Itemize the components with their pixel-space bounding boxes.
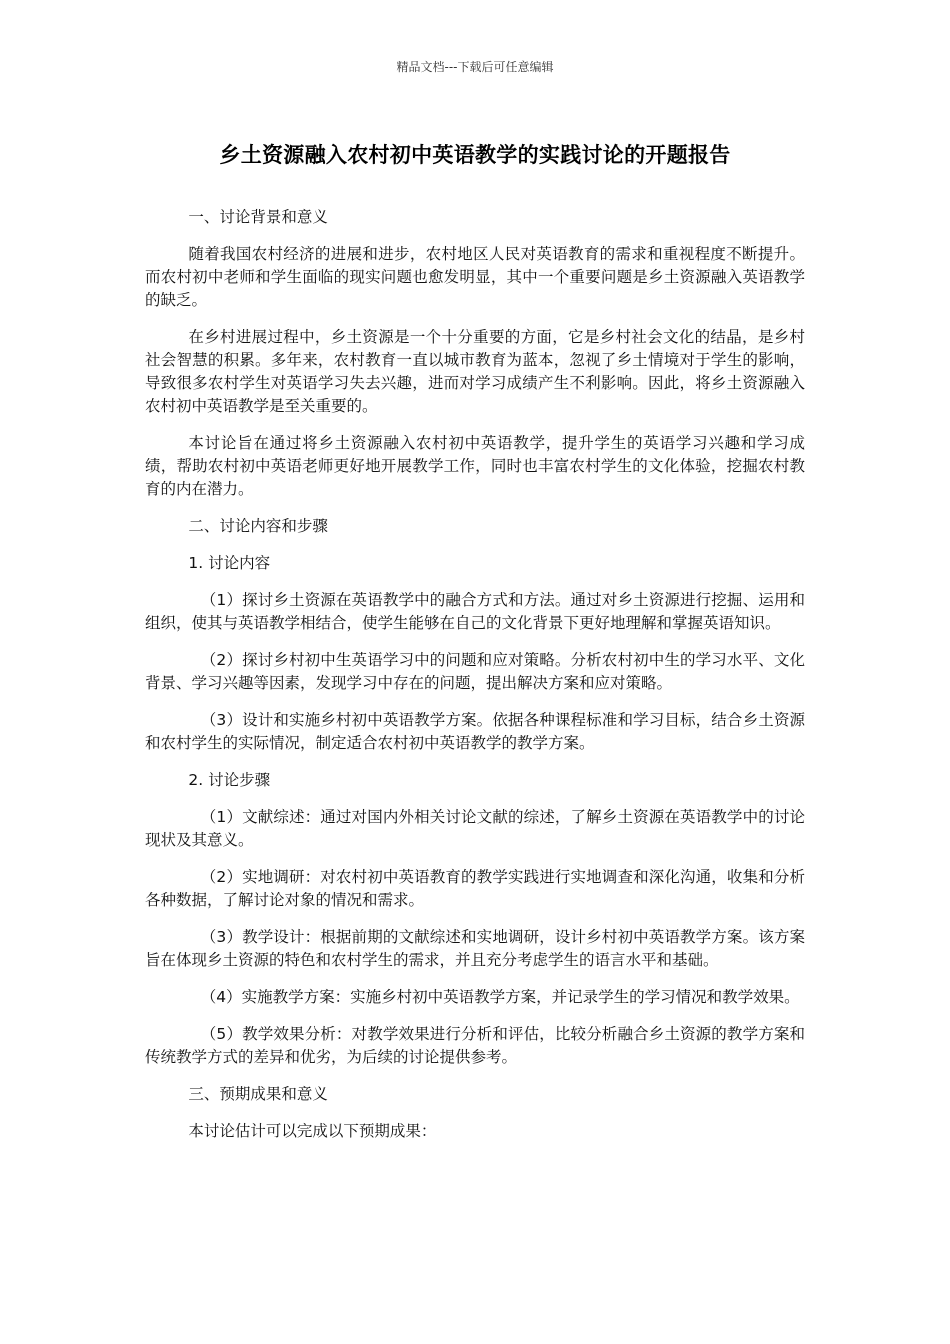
header-note: 精品文档---下载后可任意编辑 — [396, 60, 554, 74]
section-heading-outcomes: 三、预期成果和意义 — [188, 1085, 328, 1103]
step-item-1: （1）文献综述：通过对国内外相关讨论文献的综述，了解乡土资源在英语教学中的讨论现状及其意义。 — [145, 808, 805, 849]
document-title: 乡土资源融入农村初中英语教学的实践讨论的开题报告 — [219, 143, 731, 167]
subheading-content: 1. 讨论内容 — [188, 554, 271, 572]
step-item-5: （5）教学效果分析：对教学效果进行分析和评估，比较分析融合乡土资源的教学方案和传统教学方式的差异和优劣，为后续的讨论提供参考。 — [145, 1025, 805, 1066]
step-item-3: （3）教学设计：根据前期的文献综述和实地调研，设计乡村初中英语教学方案。该方案旨在体现乡土资源的特色和农村学生的需求，并且充分考虑学生的语言水平和基础。 — [145, 928, 805, 969]
content-item-1: （1）探讨乡土资源在英语教学中的融合方式和方法。通过对乡土资源进行挖掘、运用和组织，使其与英语教学相结合，使学生能够在自己的文化背景下更好地理解和掌握英语知识。 — [145, 591, 805, 632]
step-item-4: （4）实施教学方案：实施乡村初中英语教学方案，并记录学生的学习情况和教学效果。 — [200, 988, 800, 1006]
paragraph-background-1: 随着我国农村经济的进展和进步，农村地区人民对英语教育的需求和重视程度不断提升。而农村初中老师和学生面临的现实问题也愈发明显，其中一个重要问题是乡土资源融入英语教学的缺乏。 — [145, 245, 805, 309]
paragraph-outcomes-intro: 本讨论估计可以完成以下预期成果： — [188, 1122, 437, 1140]
section-heading-background: 一、讨论背景和意义 — [188, 208, 328, 226]
paragraph-background-3: 本讨论旨在通过将乡土资源融入农村初中英语教学，提升学生的英语学习兴趣和学习成绩，帮助农村初中英语老师更好地开展教学工作，同时也丰富农村学生的文化体验，挖掘农村教育的内在潜力。 — [145, 434, 805, 498]
content-item-2: （2）探讨乡村初中生英语学习中的问题和应对策略。分析农村初中生的学习水平、文化背景、学习兴趣等因素，发现学习中存在的问题，提出解决方案和应对策略。 — [145, 651, 805, 692]
content-item-3: （3）设计和实施乡村初中英语教学方案。依据各种课程标准和学习目标，结合乡土资源和农村学生的实际情况，制定适合农村初中英语教学的教学方案。 — [145, 711, 805, 752]
paragraph-background-2: 在乡村进展过程中，乡土资源是一个十分重要的方面，它是乡村社会文化的结晶，是乡村社会智慧的积累。多年来，农村教育一直以城市教育为蓝本，忽视了乡土情境对于学生的影响，导致很多农村学生对英语学习失去兴趣，进而对学习成绩产生不利影响。因此，将乡土资源融入农村初中英语教学是至关重要的。 — [145, 328, 805, 415]
document-body — [145, 206, 805, 1157]
step-item-2: （2）实地调研：对农村初中英语教育的教学实践进行实地调查和深化沟通，收集和分析各种数据，了解讨论对象的情况和需求。 — [145, 868, 805, 909]
section-heading-content: 二、讨论内容和步骤 — [188, 517, 328, 535]
subheading-steps: 2. 讨论步骤 — [188, 771, 271, 789]
